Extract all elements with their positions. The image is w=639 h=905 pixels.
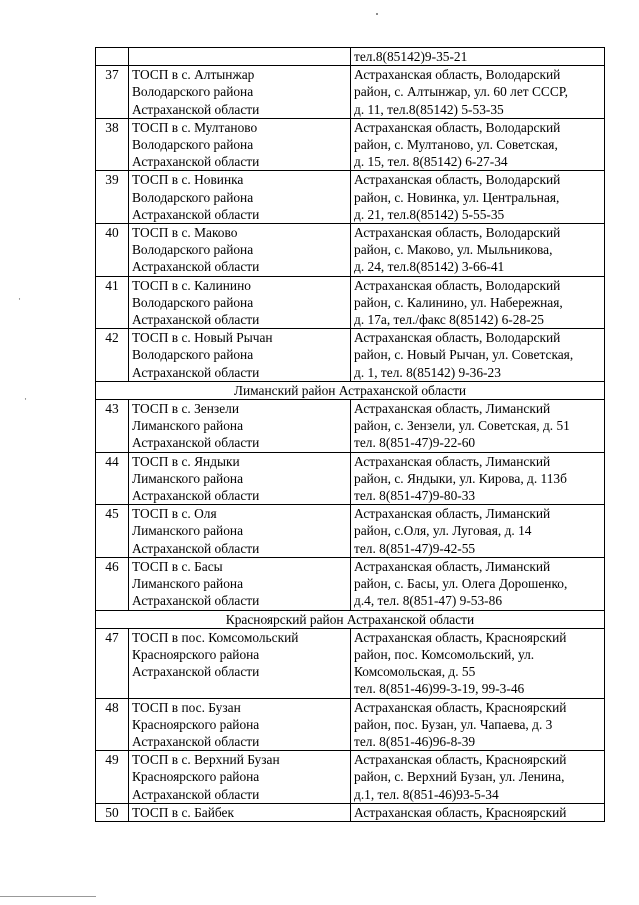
row-number-cell: 38 [96, 118, 129, 171]
office-name-cell: ТОСП в с. Зензели Лиманского района Астраханской области [129, 400, 351, 453]
office-address-cell: Астраханская область, Володарский район, с. Маково, ул. Мыльникова, д. 24, тел.8(85142) 3-66-41 [351, 224, 605, 277]
table-row [96, 698, 605, 751]
row-number-cell: 47 [96, 628, 129, 698]
row-number-cell: 40 [96, 224, 129, 277]
scan-speck [376, 13, 378, 15]
office-address-cell: Астраханская область, Лиманский район, с. Басы, ул. Олега Дорошенко, д.4, тел. 8(851-47) 9-53-86 [351, 557, 605, 610]
office-address-cell: Астраханская область, Володарский район, с. Мултаново, ул. Советская, д. 15, тел. 8(85142) 6-27-34 [351, 118, 605, 171]
footnote-rule [0, 896, 96, 897]
office-address-cell: тел.8(85142)9-35-21 [351, 48, 605, 66]
row-number-cell: 45 [96, 505, 129, 558]
office-name-cell: ТОСП в с. Новинка Володарского района Астраханской области [129, 171, 351, 224]
table-row [96, 118, 605, 171]
office-address-cell: Астраханская область, Володарский район, с. Калинино, ул. Набережная, д. 17а, тел./факс 8(85142) 6-28-25 [351, 276, 605, 329]
margin-mark: ˙ [23, 398, 28, 409]
margin-mark: ˙ [17, 298, 22, 309]
table-row [96, 557, 605, 610]
row-number-cell: 49 [96, 751, 129, 804]
row-number-cell: 50 [96, 803, 129, 821]
office-name-cell: ТОСП в с. Калинино Володарского района Астраханской области [129, 276, 351, 329]
table-row [96, 276, 605, 329]
row-number-cell: 43 [96, 400, 129, 453]
table-row [96, 66, 605, 119]
office-name-cell: ТОСП в с. Мултаново Володарского района Астраханской области [129, 118, 351, 171]
office-address-cell: Астраханская область, Красноярский район, пос. Комсомольский, ул. Комсомольская, д. 55 тел. 8(851-46)99-3-19, 99-3-46 [351, 628, 605, 698]
office-address-cell: Астраханская область, Красноярский район, с. Верхний Бузан, ул. Ленина, д.1, тел. 8(851-46)93-5-34 [351, 751, 605, 804]
office-name-cell: ТОСП в пос. Комсомольский Красноярского района Астраханской области [129, 628, 351, 698]
office-name-cell: ТОСП в пос. Бузан Красноярского района Астраханской области [129, 698, 351, 751]
table-row [96, 803, 605, 821]
office-name-cell [129, 48, 351, 66]
office-address-cell: Астраханская область, Лиманский район, с.Оля, ул. Луговая, д. 14 тел. 8(851-47)9-42-55 [351, 505, 605, 558]
section-title: Красноярский район Астраханской области [96, 610, 605, 628]
row-number-cell: 41 [96, 276, 129, 329]
table-row [96, 452, 605, 505]
table-row [96, 329, 605, 382]
table-row [96, 171, 605, 224]
offices-table [95, 47, 605, 822]
office-address-cell: Астраханская область, Лиманский район, с. Зензели, ул. Советская, д. 51 тел. 8(851-47)9-22-60 [351, 400, 605, 453]
row-number-cell: 37 [96, 66, 129, 119]
row-number-cell: 42 [96, 329, 129, 382]
table-row [96, 751, 605, 804]
office-address-cell: Астраханская область, Красноярский [351, 803, 605, 821]
office-address-cell: Астраханская область, Володарский район, с. Алтынжар, ул. 60 лет СССР, д. 11, тел.8(85142) 5-53-35 [351, 66, 605, 119]
office-name-cell: ТОСП в с. Алтынжар Володарского района Астраханской области [129, 66, 351, 119]
table-row [96, 505, 605, 558]
office-address-cell: Астраханская область, Лиманский район, с. Яндыки, ул. Кирова, д. 113б тел. 8(851-47)9-80-33 [351, 452, 605, 505]
table-row [96, 224, 605, 277]
row-number-cell: 44 [96, 452, 129, 505]
office-name-cell: ТОСП в с. Байбек [129, 803, 351, 821]
table-row [96, 400, 605, 453]
office-name-cell: ТОСП в с. Оля Лиманского района Астраханской области [129, 505, 351, 558]
section-header-row [96, 381, 605, 399]
row-number-cell: 48 [96, 698, 129, 751]
row-number-cell: 39 [96, 171, 129, 224]
section-title: Лиманский район Астраханской области [96, 381, 605, 399]
office-name-cell: ТОСП в с. Басы Лиманского района Астраханской области [129, 557, 351, 610]
office-name-cell: ТОСП в с. Верхний Бузан Красноярского района Астраханской области [129, 751, 351, 804]
office-address-cell: Астраханская область, Володарский район, с. Новый Рычан, ул. Советская, д. 1, тел. 8(85142) 9-36-23 [351, 329, 605, 382]
table-row [96, 628, 605, 698]
table-row-continuation [96, 48, 605, 66]
office-name-cell: ТОСП в с. Новый Рычан Володарского района Астраханской области [129, 329, 351, 382]
section-header-row [96, 610, 605, 628]
office-address-cell: Астраханская область, Красноярский район, пос. Бузан, ул. Чапаева, д. 3 тел. 8(851-46)96-8-39 [351, 698, 605, 751]
row-number-cell [96, 48, 129, 66]
row-number-cell: 46 [96, 557, 129, 610]
office-name-cell: ТОСП в с. Яндыки Лиманского района Астраханской области [129, 452, 351, 505]
office-name-cell: ТОСП в с. Маково Володарского района Астраханской области [129, 224, 351, 277]
office-address-cell: Астраханская область, Володарский район, с. Новинка, ул. Центральная, д. 21, тел.8(85142) 5-55-35 [351, 171, 605, 224]
